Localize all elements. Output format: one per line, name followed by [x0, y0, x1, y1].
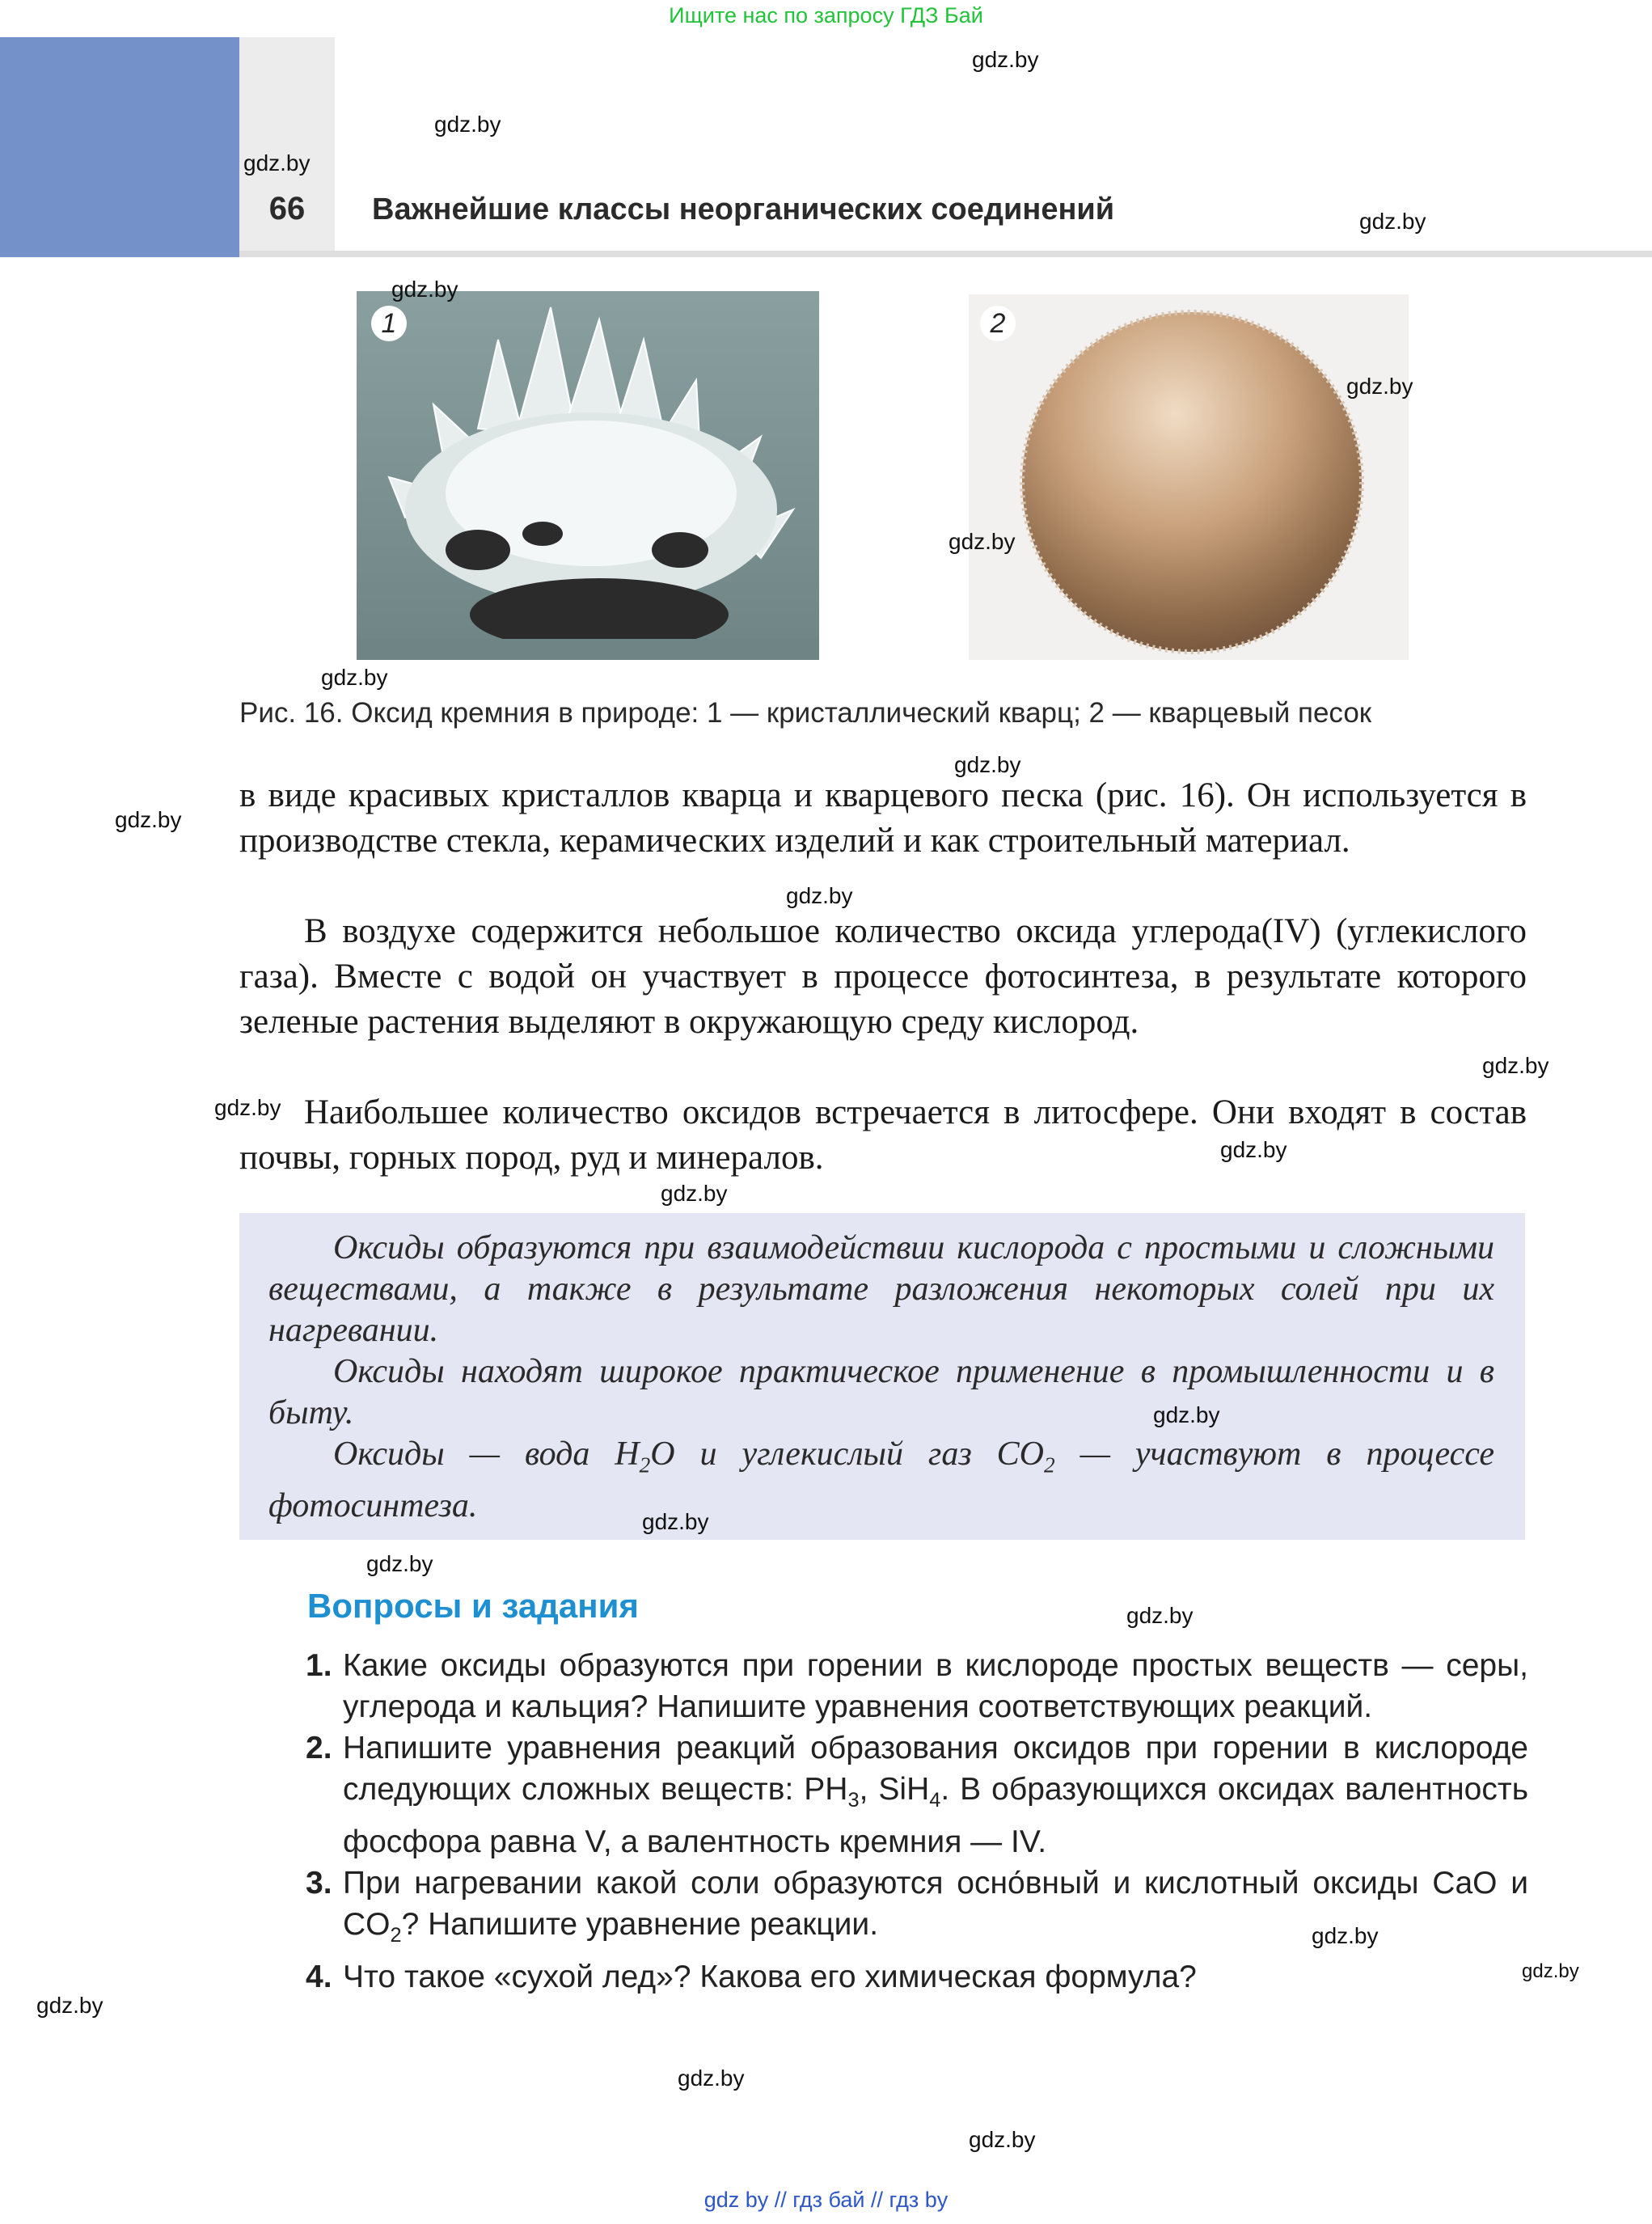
watermark: gdz.by [954, 752, 1021, 777]
quartz-crystal-image [357, 291, 819, 660]
header-divider [239, 251, 1652, 257]
watermark: gdz.by [1346, 374, 1413, 399]
chapter-title: Важнейшие классы неорганических соединений [372, 192, 1115, 226]
watermark: gdz.by [366, 1551, 433, 1576]
quartz-crystal-photo [357, 291, 819, 660]
watermark: gdz.by [972, 47, 1039, 72]
watermark: gdz.by [786, 883, 853, 908]
quartz-sand-photo [969, 294, 1409, 660]
footer-links[interactable]: gdz by // гдз бай // гдз by [703, 2188, 949, 2212]
watermark: gdz.by [661, 1181, 728, 1206]
question-2: 2. Напишите уравнения реакций образования оксидов при горении в кислороде следующих сложных веществ: $PH_3$, SiH$_4$. В образующихся оксидах валентность фосфора равна V, а валентность кремния — IV. [306, 1731, 1529, 1859]
watermark: gdz.by [115, 807, 182, 832]
watermark: gdz.by [1220, 1137, 1287, 1162]
watermark: gdz.by [642, 1509, 709, 1534]
watermark: gdz.by [1153, 1402, 1220, 1427]
paragraph-carbon-dioxide: В воздухе содержится небольшое количество оксида углерода(IV) (углекислого газа). Вместе с водой он участвует в процессе фотосинтеза, в результате которого зеленые растения выделяют в окружающую среду кислород. [239, 912, 1527, 1041]
question-4: 4. Что такое «сухой лед»? Какова его химическая формула? [306, 1959, 1197, 1994]
questions-heading: Вопросы и задания [307, 1587, 639, 1625]
summary-photosynthesis: Оксиды — вода $H_2O$ и углекислый газ $CO_2$ — участвуют в процессе фотосинтеза. [268, 1435, 1494, 1525]
watermark: gdz.by [321, 665, 388, 690]
watermark: gdz.by [434, 112, 501, 137]
watermark: gdz.by [1126, 1603, 1194, 1628]
watermark: gdz.by [1359, 209, 1426, 234]
watermark: gdz.by [391, 277, 458, 302]
watermark: gdz.by [1482, 1053, 1549, 1078]
question-3: 3. При нагревании какой соли образуются осно́вный и кислотный оксиды CaO и $CO_2$? Напишите уравнение реакции. [306, 1865, 1528, 1947]
watermark: gdz.by [214, 1095, 281, 1120]
figure-caption: Рис. 16. Оксид кремния в природе: 1 — кристаллический кварц; 2 — кварцевый песок [239, 697, 1372, 729]
watermark: gdz.by [1522, 1960, 1579, 1982]
summary-application: Оксиды находят широкое практическое применение в промышленности и в быту. [268, 1353, 1494, 1431]
summary-formation: Оксиды образуются при взаимодействии кислорода с простыми и сложными веществами, а также в результате разложения некоторых солей при их нагревании. [268, 1229, 1494, 1349]
watermark: gdz.by [969, 2127, 1036, 2152]
watermark: gdz.by [949, 529, 1016, 554]
watermark: gdz.by [36, 1993, 104, 2018]
question-1: 1. Какие оксиды образуются при горении в кислороде простых веществ — серы, углерода и кальция? Напишите уравнения соответствующих реакций. [306, 1648, 1528, 1724]
photo2-label: 2 [980, 306, 1016, 341]
watermark: gdz.by [243, 150, 311, 175]
watermark: gdz.by [678, 2065, 745, 2091]
page-number: 66 [268, 191, 306, 226]
paragraph-lithosphere: Наибольшее количество оксидов встречается в литосфере. Они входят в состав почвы, горных пород, руд и минералов. [239, 1093, 1527, 1177]
summary-text [268, 1228, 1494, 1527]
header-color-block [0, 37, 239, 257]
photo1-label: 1 [371, 306, 407, 341]
paragraph-quartz-use: в виде красивых кристаллов кварца и кварцевого песка (рис. 16). Он используется в производстве стекла, керамических изделий и как строительный материал. [239, 776, 1527, 860]
watermark: gdz.by [1312, 1923, 1379, 1948]
top-banner: Ищите нас по запросу ГДЗ Бай [669, 3, 983, 27]
quartz-sand-image [969, 294, 1409, 660]
